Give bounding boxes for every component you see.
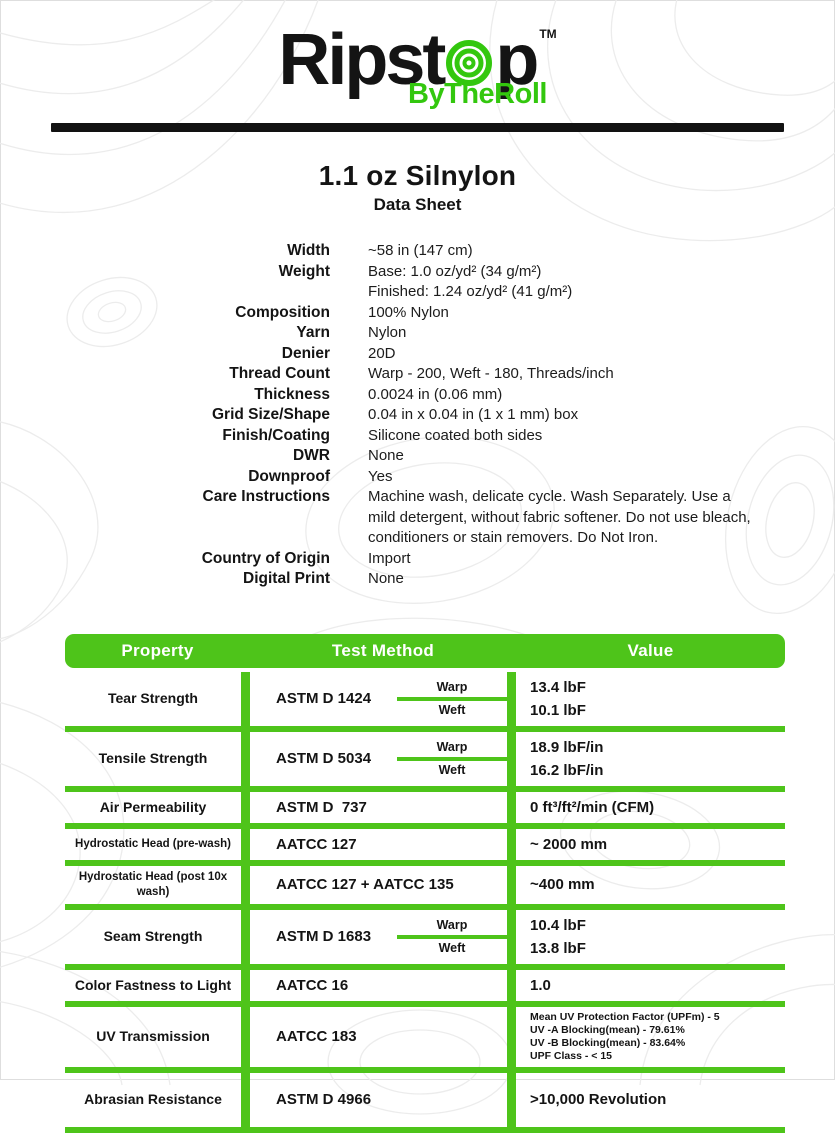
spec-value-line: 0.0024 in (0.06 mm)	[368, 385, 503, 403]
spec-list	[60, 241, 835, 590]
spec-value-line: ~58 in (147 cm)	[368, 242, 473, 260]
spec-value-line: 20D	[368, 344, 396, 362]
method-cell	[250, 970, 516, 1001]
spec-row	[60, 385, 835, 406]
table-row	[65, 732, 785, 792]
property-cell: Air Permeability	[65, 792, 250, 823]
property-cell: Seam Strength	[65, 910, 250, 964]
value-cell	[516, 672, 785, 726]
brand-logo	[0, 0, 835, 111]
spec-row	[60, 467, 835, 488]
spec-label: Finish/Coating	[222, 426, 330, 444]
test-method-label: ASTM D 4966	[276, 1091, 372, 1109]
spec-label: Yarn	[296, 324, 330, 342]
page-subtitle: Data Sheet	[373, 195, 462, 215]
spec-value	[368, 385, 760, 406]
spec-value	[368, 323, 760, 344]
column-header-value: Value	[627, 640, 674, 660]
value-cell	[516, 866, 785, 904]
value-cell	[516, 792, 785, 823]
spec-value	[368, 487, 760, 549]
spec-value-line: Base: 1.0 oz/yd² (34 g/m²)	[368, 262, 542, 280]
value-line: 16.2 lbF/in	[530, 761, 604, 779]
value-line: >10,000 Revolution	[530, 1091, 667, 1109]
test-method-label: ASTM D 1683	[276, 928, 372, 946]
table-row	[65, 910, 785, 970]
value-cell	[516, 1007, 785, 1067]
column-header-property: Property	[121, 640, 194, 660]
spec-value-line: Yes	[368, 467, 393, 485]
spec-value	[368, 262, 760, 303]
value-line: 18.9 lbF/in	[530, 738, 604, 756]
spec-value	[368, 446, 760, 467]
weft-label: Weft	[438, 702, 466, 717]
spec-value	[368, 241, 760, 262]
logo-text-p: p	[495, 20, 537, 100]
spec-value-line: Import	[368, 549, 411, 567]
table-row	[65, 672, 785, 732]
spec-label: Digital Print	[243, 570, 330, 588]
spec-label: Care Instructions	[202, 488, 330, 506]
warp-weft-divider	[397, 935, 507, 939]
method-cell	[250, 1073, 516, 1127]
spec-label: Weight	[278, 262, 330, 280]
spec-value	[368, 467, 760, 488]
spec-value	[368, 364, 760, 385]
table-body	[65, 672, 785, 1133]
value-cell	[516, 732, 785, 786]
warp-weft-divider	[397, 697, 507, 701]
property-cell: Hydrostatic Head (pre-wash)	[65, 829, 250, 860]
value-line: 10.1 lbF	[530, 701, 586, 719]
warp-weft-indicator	[397, 740, 507, 778]
test-method-label: AATCC 183	[276, 1028, 357, 1046]
table-row	[65, 1007, 785, 1073]
warp-weft-indicator	[397, 918, 507, 956]
spec-row	[60, 262, 835, 303]
warp-label: Warp	[436, 917, 468, 932]
spec-value-line: Finished: 1.24 oz/yd² (41 g/m²)	[368, 283, 573, 301]
spec-row	[60, 344, 835, 365]
warp-label: Warp	[436, 739, 468, 754]
spec-value-line: Nylon	[368, 324, 407, 342]
page-title: 1.1 oz Silnylon	[318, 160, 517, 192]
spec-label: DWR	[292, 447, 330, 465]
spec-label: Thickness	[254, 385, 330, 403]
value-line: 1.0	[530, 976, 551, 994]
spec-value	[368, 405, 760, 426]
spec-row	[60, 241, 835, 262]
spec-value-line: None	[368, 447, 404, 465]
spec-label: Grid Size/Shape	[211, 406, 330, 424]
value-cell	[516, 829, 785, 860]
value-line: UV -A Blocking(mean) - 79.61%	[530, 1023, 685, 1036]
spec-label: Thread Count	[229, 365, 330, 383]
header-divider-bar	[51, 123, 784, 132]
spec-value-line: Machine wash, delicate cycle. Wash Separately. Use a mild detergent, without fabric softener. Do not use bleach, conditioners or stain removers. Do Not Iron.	[368, 488, 751, 547]
warp-label: Warp	[436, 679, 468, 694]
value-line: 13.8 lbF	[530, 939, 586, 957]
method-cell	[250, 829, 516, 860]
table-row	[65, 866, 785, 910]
method-cell	[250, 1007, 516, 1067]
weft-label: Weft	[438, 762, 466, 777]
method-cell	[250, 866, 516, 904]
spec-value-line: Warp - 200, Weft - 180, Threads/inch	[368, 365, 614, 383]
spec-label: Country of Origin	[201, 549, 330, 567]
spec-row	[60, 569, 835, 590]
table-row	[65, 792, 785, 829]
spec-value-line: 0.04 in x 0.04 in (1 x 1 mm) box	[368, 406, 579, 424]
spec-label: Denier	[281, 344, 330, 362]
spec-row	[60, 487, 835, 549]
property-cell: Tensile Strength	[65, 732, 250, 786]
test-method-label: AATCC 127	[276, 835, 357, 853]
spec-value-line: None	[368, 570, 404, 588]
spec-row	[60, 446, 835, 467]
spec-value-line: Silicone coated both sides	[368, 426, 543, 444]
warp-weft-divider	[397, 757, 507, 761]
spec-label: Downproof	[248, 467, 330, 485]
value-line: ~400 mm	[530, 876, 595, 894]
value-line: 10.4 lbF	[530, 916, 586, 934]
spec-row	[60, 549, 835, 570]
column-header-test-method: Test Method	[331, 640, 435, 660]
property-cell: Hydrostatic Head (post 10x wash)	[65, 866, 250, 904]
spec-value	[368, 426, 760, 447]
logo-subbrand: ByTheRoll	[408, 78, 547, 111]
spec-value	[368, 569, 760, 590]
value-cell	[516, 970, 785, 1001]
value-line: 0 ft³/ft²/min (CFM)	[530, 798, 655, 816]
value-line: Mean UV Protection Factor (UPFm) - 5	[530, 1010, 720, 1023]
value-line: 13.4 lbF	[530, 678, 586, 696]
method-cell	[250, 792, 516, 823]
value-cell	[516, 1073, 785, 1127]
spec-label: Width	[287, 242, 330, 260]
table-header-row	[65, 634, 785, 668]
spec-label: Composition	[235, 303, 330, 321]
property-cell: Tear Strength	[65, 672, 250, 726]
warp-weft-indicator	[397, 680, 507, 718]
test-method-label: ASTM D 5034	[276, 750, 372, 768]
table-row	[65, 1073, 785, 1133]
spec-row	[60, 323, 835, 344]
value-line: UV -B Blocking(mean) - 83.64%	[530, 1036, 686, 1049]
trademark-symbol: TM	[539, 27, 557, 41]
weft-label: Weft	[438, 940, 466, 955]
spec-value	[368, 344, 760, 365]
test-method-label: ASTM D 737	[276, 798, 367, 816]
test-method-label: ASTM D 1424	[276, 690, 372, 708]
spec-row	[60, 426, 835, 447]
spec-row	[60, 303, 835, 324]
value-line: UPF Class - < 15	[530, 1049, 612, 1062]
spec-row	[60, 405, 835, 426]
logo-text-ripst: Ripst	[278, 20, 444, 100]
spec-value	[368, 549, 760, 570]
value-cell	[516, 910, 785, 964]
method-cell	[250, 732, 516, 786]
property-cell: Abrasian Resistance	[65, 1073, 250, 1127]
properties-table	[65, 634, 785, 1133]
property-cell: UV Transmission	[65, 1007, 250, 1067]
table-row	[65, 970, 785, 1007]
method-cell	[250, 910, 516, 964]
spec-row	[60, 364, 835, 385]
method-cell	[250, 672, 516, 726]
table-row	[65, 829, 785, 866]
test-method-label: AATCC 16	[276, 976, 349, 994]
property-cell: Color Fastness to Light	[65, 970, 250, 1001]
spec-value-line: 100% Nylon	[368, 303, 449, 321]
spec-value	[368, 303, 760, 324]
test-method-label: AATCC 127 + AATCC 135	[276, 876, 454, 894]
value-line: ~ 2000 mm	[530, 835, 608, 853]
